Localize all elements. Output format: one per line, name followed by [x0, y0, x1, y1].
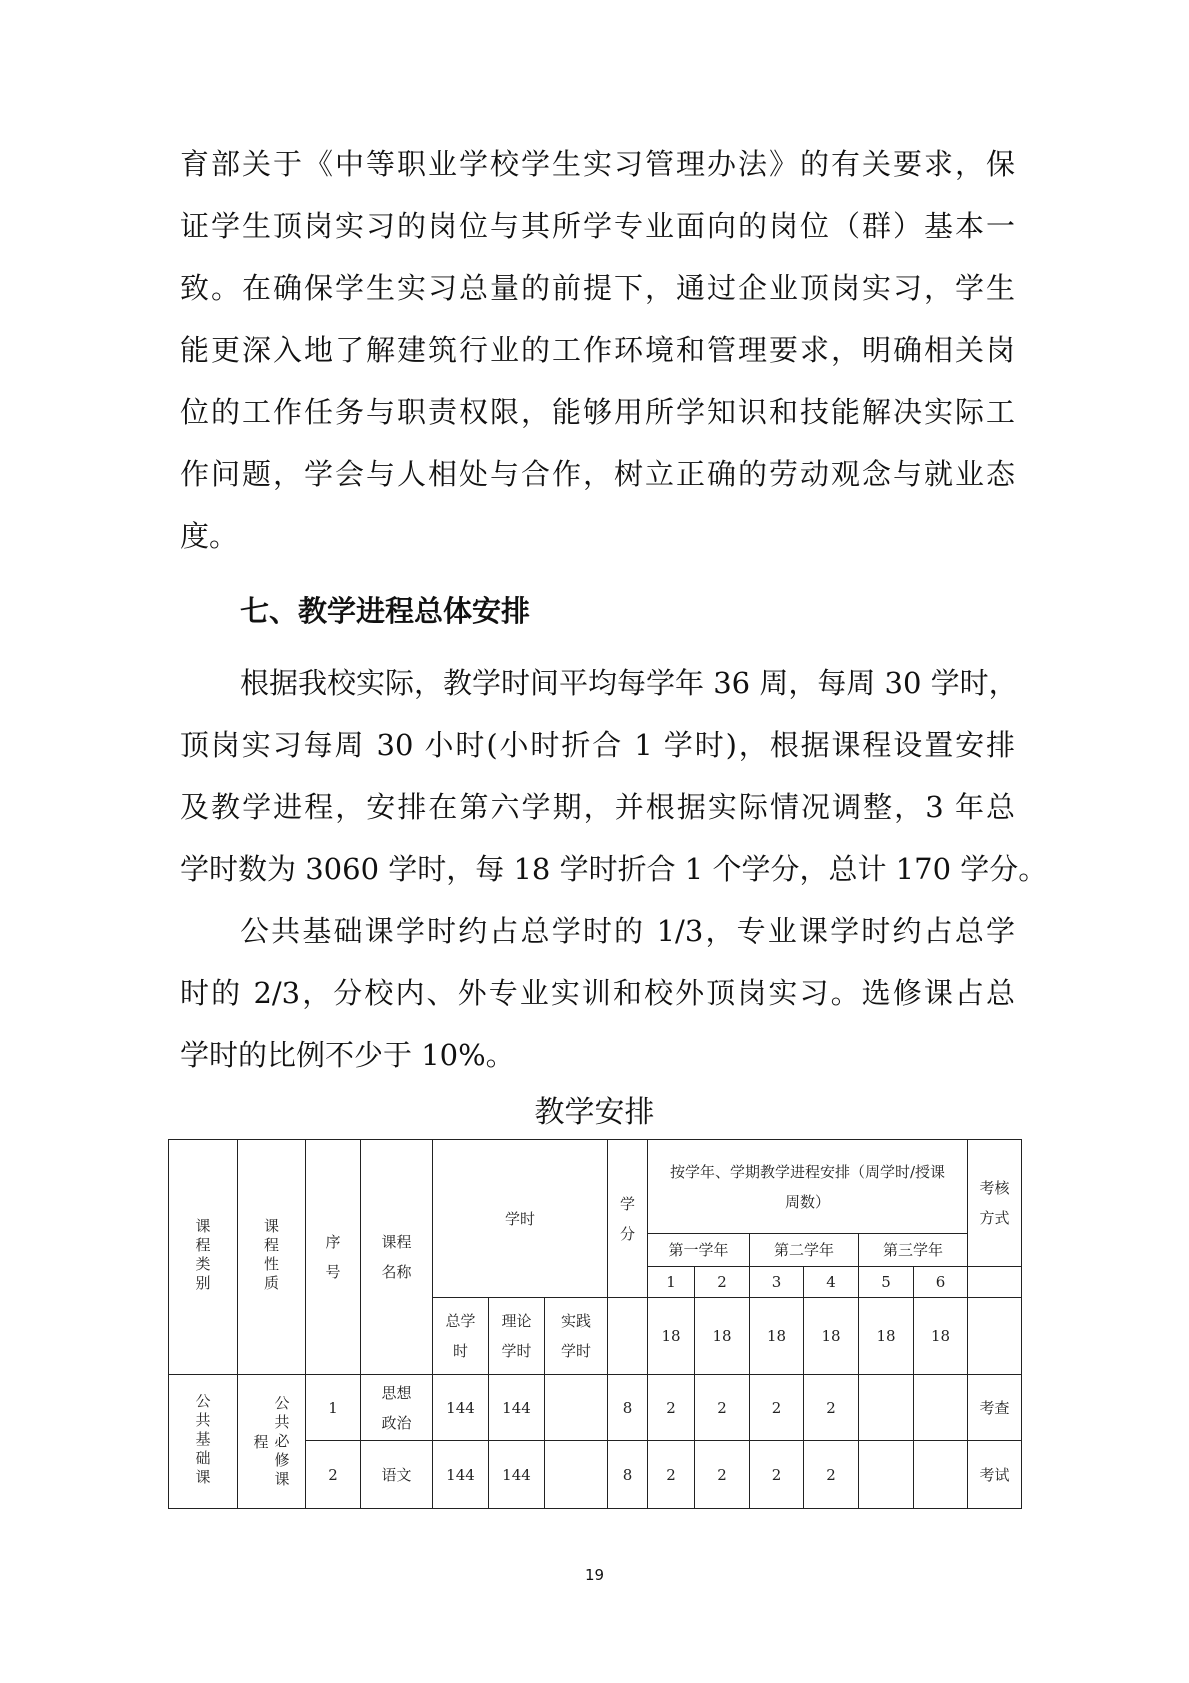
cell-semester [914, 1375, 968, 1441]
paragraph-line: 作问题，学会与人相处与合作，树立正确的劳动观念与就业态 [180, 457, 1015, 491]
group-nature: 程公共必修课 [238, 1375, 306, 1509]
week-cell: 18 [695, 1298, 750, 1375]
header-year1: 第一学年 [648, 1234, 750, 1267]
paragraph-line: 及教学进程，安排在第六学期，并根据实际情况调整，3 年总 [180, 790, 1015, 824]
cell-exam: 考试 [968, 1441, 1022, 1509]
cell-semester: 2 [648, 1375, 695, 1441]
empty-cell [968, 1267, 1022, 1298]
cell-exam: 考查 [968, 1375, 1022, 1441]
header-nature: 课程性质 [238, 1140, 306, 1375]
cell-seq: 1 [306, 1375, 361, 1441]
paragraph-line: 学时的比例不少于 10%。 [180, 1038, 515, 1072]
paragraph-line: 育部关于《中等职业学校学生实习管理办法》的有关要求，保 [180, 147, 1015, 181]
paragraph-line: 学时数为 3060 学时，每 18 学时折合 1 个学分，总计 170 学分。 [180, 852, 1048, 886]
cell-semester: 2 [804, 1441, 859, 1509]
cell-course-name: 语文 [361, 1441, 433, 1509]
paragraph-line: 度。 [180, 519, 239, 553]
cell-semester [859, 1375, 914, 1441]
cell-practice-hours [545, 1441, 608, 1509]
week-cell: 18 [750, 1298, 804, 1375]
empty-cell [968, 1298, 1022, 1375]
empty-cell [608, 1298, 648, 1375]
semester-cell: 1 [648, 1267, 695, 1298]
semester-cell: 6 [914, 1267, 968, 1298]
week-cell: 18 [914, 1298, 968, 1375]
header-exam: 考核方式 [968, 1140, 1022, 1267]
header-credit: 学分 [608, 1140, 648, 1298]
header-schedule: 按学年、学期教学进程安排（周学时/授课周数） [648, 1140, 968, 1234]
cell-practice-hours [545, 1375, 608, 1441]
cell-semester: 2 [648, 1441, 695, 1509]
header-seq: 序号 [306, 1140, 361, 1375]
cell-theory-hours: 144 [489, 1375, 545, 1441]
paragraph-line: 证学生顶岗实习的岗位与其所学专业面向的岗位（群）基本一 [180, 209, 1015, 243]
paragraph-line: 致。在确保学生实习总量的前提下，通过企业顶岗实习，学生 [180, 271, 1015, 305]
semester-cell: 5 [859, 1267, 914, 1298]
paragraph-line: 根据我校实际，教学时间平均每学年 36 周，每周 30 学时， [240, 666, 1018, 700]
week-cell: 18 [859, 1298, 914, 1375]
group-category: 公共基础课 [169, 1375, 238, 1509]
paragraph-line: 时的 2/3，分校内、外专业实训和校外顶岗实习。选修课占总 [180, 976, 1015, 1010]
cell-credit: 8 [608, 1375, 648, 1441]
semester-cell: 2 [695, 1267, 750, 1298]
cell-seq: 2 [306, 1441, 361, 1509]
paragraph-line: 顶岗实习每周 30 小时(小时折合 1 学时)，根据课程设置安排 [180, 728, 1015, 762]
header-year2: 第二学年 [750, 1234, 859, 1267]
page-number: 19 [584, 1566, 605, 1584]
cell-total-hours: 144 [433, 1441, 489, 1509]
header-category: 课程类别 [169, 1140, 238, 1375]
cell-semester: 2 [695, 1375, 750, 1441]
header-course-name: 课程名称 [361, 1140, 433, 1375]
table-title: 教学安排 [534, 1095, 655, 1130]
header-theory-hours: 理论学时 [489, 1298, 545, 1375]
cell-semester: 2 [750, 1375, 804, 1441]
header-year3: 第三学年 [859, 1234, 968, 1267]
paragraph-line: 能更深入地了解建筑行业的工作环境和管理要求，明确相关岗 [180, 333, 1015, 367]
header-practice-hours: 实践学时 [545, 1298, 608, 1375]
semester-cell: 3 [750, 1267, 804, 1298]
cell-semester: 2 [804, 1375, 859, 1441]
cell-semester [914, 1441, 968, 1509]
cell-credit: 8 [608, 1441, 648, 1509]
section-heading: 七、教学进程总体安排 [240, 594, 531, 628]
paragraph-line: 公共基础课学时约占总学时的 1/3，专业课学时约占总学 [240, 914, 1015, 948]
header-hours: 学时 [433, 1140, 608, 1298]
header-total-hours: 总学时 [433, 1298, 489, 1375]
semester-cell: 4 [804, 1267, 859, 1298]
cell-semester: 2 [695, 1441, 750, 1509]
cell-course-name: 思想政治 [361, 1375, 433, 1441]
cell-semester: 2 [750, 1441, 804, 1509]
week-cell: 18 [648, 1298, 695, 1375]
cell-theory-hours: 144 [489, 1441, 545, 1509]
paragraph-line: 位的工作任务与职责权限，能够用所学知识和技能解决实际工 [180, 395, 1015, 429]
table-row [169, 1375, 1022, 1441]
cell-total-hours: 144 [433, 1375, 489, 1441]
week-cell: 18 [804, 1298, 859, 1375]
teaching-schedule-table [168, 1139, 1022, 1509]
cell-semester [859, 1441, 914, 1509]
